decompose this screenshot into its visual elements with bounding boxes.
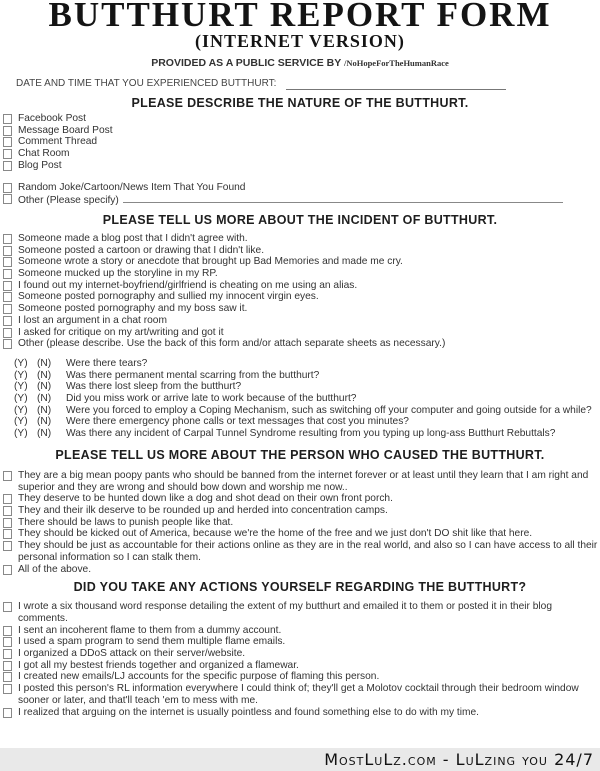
item-label: I wrote a six thousand word response detailing the extent of my butthurt and emailed it to them or posted it in their blog comments.: [18, 601, 553, 624]
yes-option[interactable]: (Y): [14, 404, 28, 416]
list-item: [3, 113, 598, 125]
question-text: Were there emergency phone calls or text messages that cost you minutes?: [66, 416, 409, 428]
yes-no-question: [14, 416, 594, 428]
list-item: [3, 160, 598, 172]
list-item: [3, 493, 598, 505]
item-label: Someone posted pornography and my boss saw it.: [18, 303, 248, 315]
item-label: I realized that arguing on the internet is usually pointless and found something else to do with my time.: [18, 706, 479, 718]
yes-no-question: [14, 393, 594, 405]
checkbox[interactable]: [3, 114, 12, 124]
item-label: Someone posted a cartoon or drawing that I didn't like.: [18, 244, 265, 256]
checkbox[interactable]: [3, 328, 12, 338]
item-label: I used a spam program to send them multiple flame emails.: [18, 636, 286, 648]
checkbox[interactable]: [3, 518, 12, 528]
item-label: Facebook Post: [18, 113, 86, 124]
yes-no-question: [14, 428, 594, 440]
actions-list: [3, 601, 598, 718]
checkbox[interactable]: [3, 257, 12, 267]
incident-list: [3, 233, 598, 350]
checkbox[interactable]: [3, 471, 12, 481]
yes-option[interactable]: (Y): [14, 416, 28, 428]
checkbox[interactable]: [3, 708, 12, 718]
yes-option[interactable]: (Y): [14, 369, 28, 381]
list-item: [3, 136, 598, 148]
list-item: [3, 327, 598, 339]
nature-list: [3, 113, 598, 207]
item-label: Other (Please specify): [18, 195, 119, 207]
item-label: I organized a DDoS attack on their server/website.: [18, 648, 246, 660]
yes-no-question: [14, 370, 594, 382]
checkbox[interactable]: [3, 194, 12, 204]
checkbox[interactable]: [3, 269, 12, 279]
list-item: [3, 280, 598, 292]
section-heading-incident: PLEASE TELL US MORE ABOUT THE INCIDENT OF BUTTHURT.: [102, 212, 498, 227]
yes-option[interactable]: (Y): [14, 357, 28, 369]
item-label: I found out my internet-boyfriend/girlfriend is cheating on me using an alias.: [18, 279, 358, 291]
form-subtitle: (INTERNET VERSION): [195, 31, 405, 51]
list-item: [3, 338, 598, 350]
provided-by: [0, 57, 600, 70]
question-text: Did you miss work or arrive late to work because of the butthurt?: [66, 393, 357, 405]
list-item: [3, 268, 598, 280]
item-label: I got all my bestest friends together and organized a flamewar.: [18, 659, 299, 671]
no-option[interactable]: (N): [37, 369, 52, 381]
list-item: [3, 182, 598, 194]
list-item: [3, 671, 598, 683]
item-label: Someone posted pornography and sullied my innocent virgin eyes.: [18, 291, 319, 303]
other-specify-input[interactable]: [123, 193, 563, 203]
no-option[interactable]: (N): [37, 381, 52, 393]
section-heading-nature: PLEASE DESCRIBE THE NATURE OF THE BUTTHURT.: [131, 96, 469, 110]
checkbox[interactable]: [3, 281, 12, 291]
checkbox[interactable]: [3, 602, 12, 612]
checkbox[interactable]: [3, 649, 12, 659]
checkbox[interactable]: [3, 304, 12, 314]
item-label: They should be kicked out of America, because we're the home of the free and we just don't DO shit like that here.: [18, 528, 533, 540]
list-item: [3, 291, 598, 303]
checkbox[interactable]: [3, 149, 12, 159]
no-option[interactable]: (N): [37, 404, 52, 416]
list-item: [3, 517, 598, 529]
question-text: Were you forced to employ a Coping Mechanism, such as switching off your computer and going outside for a while?: [66, 404, 592, 416]
checkbox[interactable]: [3, 126, 12, 136]
item-label: I lost an argument in a chat room: [18, 314, 167, 326]
no-option[interactable]: (N): [37, 393, 52, 405]
item-label: Random Joke/Cartoon/News Item That You Found: [18, 181, 246, 193]
checkbox[interactable]: [3, 637, 12, 647]
list-item: [3, 148, 598, 160]
checkbox[interactable]: [3, 684, 12, 694]
item-label: I posted this person's RL information everywhere I could think of; they'll get a Molotov cocktail through their bedroom window sooner or later, and that'll teach 'em to mess with me.: [18, 683, 579, 706]
list-item: [3, 245, 598, 257]
item-label: All of the above.: [18, 563, 92, 575]
no-option[interactable]: (N): [37, 428, 52, 440]
form-title: BUTTHURT REPORT FORM: [48, 0, 552, 31]
list-item: [3, 505, 598, 517]
checkbox[interactable]: [3, 506, 12, 516]
footer-watermark: MostLuLz.com - LuLzing you 24/7: [324, 750, 594, 769]
section-heading-person: PLEASE TELL US MORE ABOUT THE PERSON WHO CAUSED THE BUTTHURT.: [55, 447, 545, 462]
list-item: [3, 707, 598, 719]
no-option[interactable]: (N): [37, 416, 52, 428]
yes-option[interactable]: (Y): [14, 393, 28, 405]
item-label: Chat Room: [18, 148, 70, 160]
yes-no-question: [14, 381, 594, 393]
item-label: Message Board Post: [18, 124, 113, 136]
item-label: Someone wrote a story or anecdote that brought up Bad Memories and made me cry.: [18, 256, 403, 268]
date-label: DATE AND TIME THAT YOU EXPERIENCED BUTTHURT:: [16, 78, 277, 89]
list-item: [3, 660, 598, 672]
item-label: There should be laws to punish people like that.: [18, 516, 234, 528]
person-list: [3, 470, 598, 575]
checkbox[interactable]: [3, 494, 12, 504]
checkbox[interactable]: [3, 183, 12, 193]
checkbox[interactable]: [3, 292, 12, 302]
checkbox[interactable]: [3, 161, 12, 171]
list-item: [3, 636, 598, 648]
checkbox[interactable]: [3, 626, 12, 636]
list-item: [3, 601, 598, 624]
list-item: [3, 303, 598, 315]
checkbox[interactable]: [3, 339, 12, 349]
yes-no-question: [14, 405, 594, 417]
checkbox[interactable]: [3, 246, 12, 256]
item-label: I asked for critique on my art/writing and got it: [18, 326, 224, 338]
date-input-line[interactable]: [286, 79, 506, 90]
item-label: They are a big mean poopy pants who should be banned from the internet forever or at least until they learn that I am right and superior and they are wrong and should bow down and worship me now..: [18, 469, 589, 493]
item-label: They should be just as accountable for their actions online as they are in the real world, and also so I can have access to all their personal information so I can stalk them.: [18, 540, 598, 563]
yes-no-questions: [14, 358, 594, 440]
checkbox[interactable]: [3, 316, 12, 326]
item-label: Comment Thread: [18, 136, 98, 148]
list-item: [3, 470, 598, 493]
list-item: [3, 540, 598, 563]
list-item: [3, 256, 598, 268]
item-label: I created new emails/LJ accounts for the specific purpose of flaming this person.: [18, 671, 380, 683]
list-item: [3, 683, 598, 706]
item-label: Someone mucked up the storyline in my RP.: [18, 268, 218, 280]
yes-option[interactable]: (Y): [14, 381, 28, 393]
provided-label: PROVIDED AS A PUBLIC SERVICE BY: [151, 57, 342, 69]
checkbox[interactable]: [3, 541, 12, 551]
list-item: [3, 625, 598, 637]
footer-bar: [0, 748, 600, 771]
item-label: They and their ilk deserve to be rounded up and herded into concentration camps.: [18, 504, 388, 516]
item-label: I sent an incoherent flame to them from a dummy account.: [18, 624, 282, 636]
checkbox[interactable]: [3, 137, 12, 147]
question-text: Was there any incident of Carpal Tunnel Syndrome resulting from you typing up long-ass Butthurt Rebuttals?: [66, 428, 556, 440]
question-text: Were there tears?: [66, 357, 148, 369]
section-heading-actions: DID YOU TAKE ANY ACTIONS YOURSELF REGARDING THE BUTTHURT?: [73, 580, 527, 595]
yes-no-question: [14, 358, 594, 370]
date-field: [16, 77, 600, 90]
list-item: [3, 193, 598, 207]
item-label: Blog Post: [18, 159, 62, 171]
list-item: [3, 564, 598, 576]
question-text: Was there lost sleep from the butthurt?: [66, 381, 242, 393]
list-item: [3, 315, 598, 327]
list-item: [3, 648, 598, 660]
item-label: They deserve to be hunted down like a dog and shot dead on their own front porch.: [18, 493, 393, 505]
list-item: [3, 125, 598, 137]
checkbox[interactable]: [3, 529, 12, 539]
no-option[interactable]: (N): [37, 357, 52, 369]
item-label: Other (please describe. Use the back of this form and/or attach separate sheets as necessary.): [18, 338, 446, 350]
checkbox[interactable]: [3, 661, 12, 671]
provided-by-name: /NoHopeForTheHumanRace: [343, 58, 449, 68]
list-item: [3, 528, 598, 540]
checkbox[interactable]: [3, 565, 12, 575]
item-label: Someone made a blog post that I didn't agree with.: [18, 232, 248, 244]
yes-option[interactable]: (Y): [14, 428, 28, 440]
checkbox[interactable]: [3, 672, 12, 682]
checkbox[interactable]: [3, 234, 12, 244]
list-item: [3, 233, 598, 245]
question-text: Was there permanent mental scarring from the butthurt?: [66, 369, 320, 381]
